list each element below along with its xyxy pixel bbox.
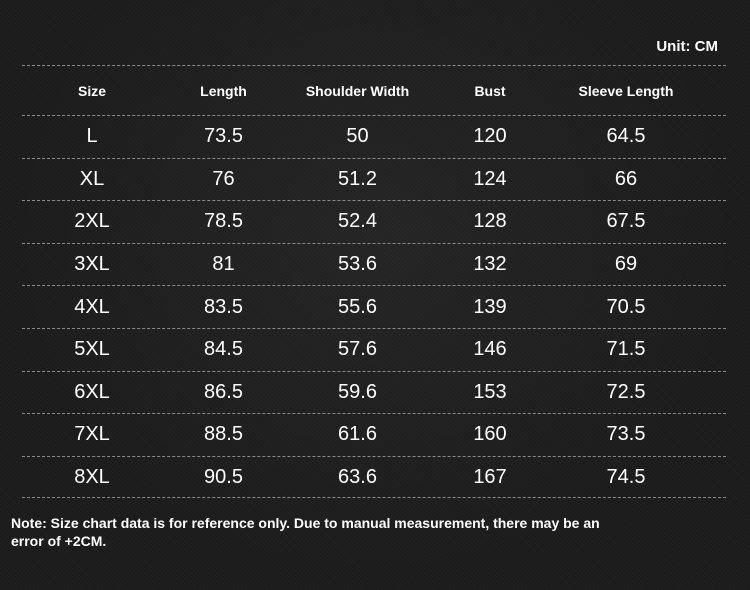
table-row (22, 243, 726, 286)
header-shoulder-width: Shoulder Width (305, 82, 410, 99)
cell-length: 83.5 (204, 295, 243, 318)
table-row (22, 158, 726, 201)
cell-shoulder-width: 59.6 (338, 380, 377, 403)
cell-length: 73.5 (204, 125, 243, 148)
table-row (22, 413, 726, 456)
table-row (22, 115, 726, 158)
table-row (22, 200, 726, 243)
cell-bust: 146 (473, 338, 507, 361)
cell-size: L (86, 125, 98, 148)
header-bust: Bust (474, 82, 506, 99)
cell-length: 78.5 (204, 210, 243, 233)
measurement-note: Note: Size chart data is for reference only. Due to manual measurement, there may be an error of +2CM. (11, 515, 600, 549)
cell-shoulder-width: 50 (346, 125, 369, 148)
cell-sleeve-length: 72.5 (606, 380, 646, 403)
cell-shoulder-width: 53.6 (338, 253, 377, 276)
cell-size: 2XL (74, 210, 110, 233)
cell-bust: 124 (473, 167, 507, 190)
cell-shoulder-width: 63.6 (338, 465, 377, 488)
cell-sleeve-length: 64.5 (606, 125, 646, 148)
cell-size: XL (79, 167, 105, 190)
cell-shoulder-width: 61.6 (338, 423, 377, 446)
cell-bust: 132 (473, 253, 507, 276)
cell-length: 76 (212, 167, 235, 190)
unit-label: Unit: CM (656, 38, 718, 55)
table-header-row (22, 65, 726, 115)
cell-size: 7XL (74, 423, 110, 446)
cell-size: 4XL (74, 295, 110, 318)
cell-bust: 128 (473, 210, 507, 233)
table-row (22, 371, 726, 414)
cell-sleeve-length: 66 (614, 167, 638, 190)
cell-sleeve-length: 71.5 (606, 338, 646, 361)
cell-shoulder-width: 57.6 (338, 338, 377, 361)
header-sleeve-length: Sleeve Length (578, 82, 674, 99)
cell-size: 8XL (74, 465, 110, 488)
cell-shoulder-width: 52.4 (338, 210, 377, 233)
table-row (22, 456, 726, 499)
cell-shoulder-width: 51.2 (338, 167, 377, 190)
header-length: Length (200, 82, 247, 99)
cell-sleeve-length: 74.5 (606, 465, 646, 488)
cell-length: 86.5 (204, 380, 243, 403)
cell-sleeve-length: 67.5 (606, 210, 646, 233)
cell-bust: 120 (473, 125, 507, 148)
cell-length: 84.5 (204, 338, 243, 361)
cell-size: 3XL (74, 253, 110, 276)
cell-bust: 153 (473, 380, 507, 403)
cell-size: 6XL (74, 380, 110, 403)
cell-sleeve-length: 73.5 (606, 423, 646, 446)
cell-sleeve-length: 69 (614, 253, 638, 276)
cell-sleeve-length: 70.5 (606, 295, 646, 318)
table-row (22, 328, 726, 371)
cell-bust: 160 (473, 423, 507, 446)
cell-length: 81 (212, 253, 235, 276)
cell-bust: 167 (473, 465, 507, 488)
size-chart-table (22, 65, 726, 498)
header-size: Size (77, 82, 106, 99)
cell-shoulder-width: 55.6 (338, 295, 377, 318)
table-row (22, 285, 726, 328)
cell-length: 88.5 (204, 423, 243, 446)
cell-size: 5XL (74, 338, 110, 361)
cell-length: 90.5 (204, 465, 243, 488)
cell-bust: 139 (473, 295, 507, 318)
